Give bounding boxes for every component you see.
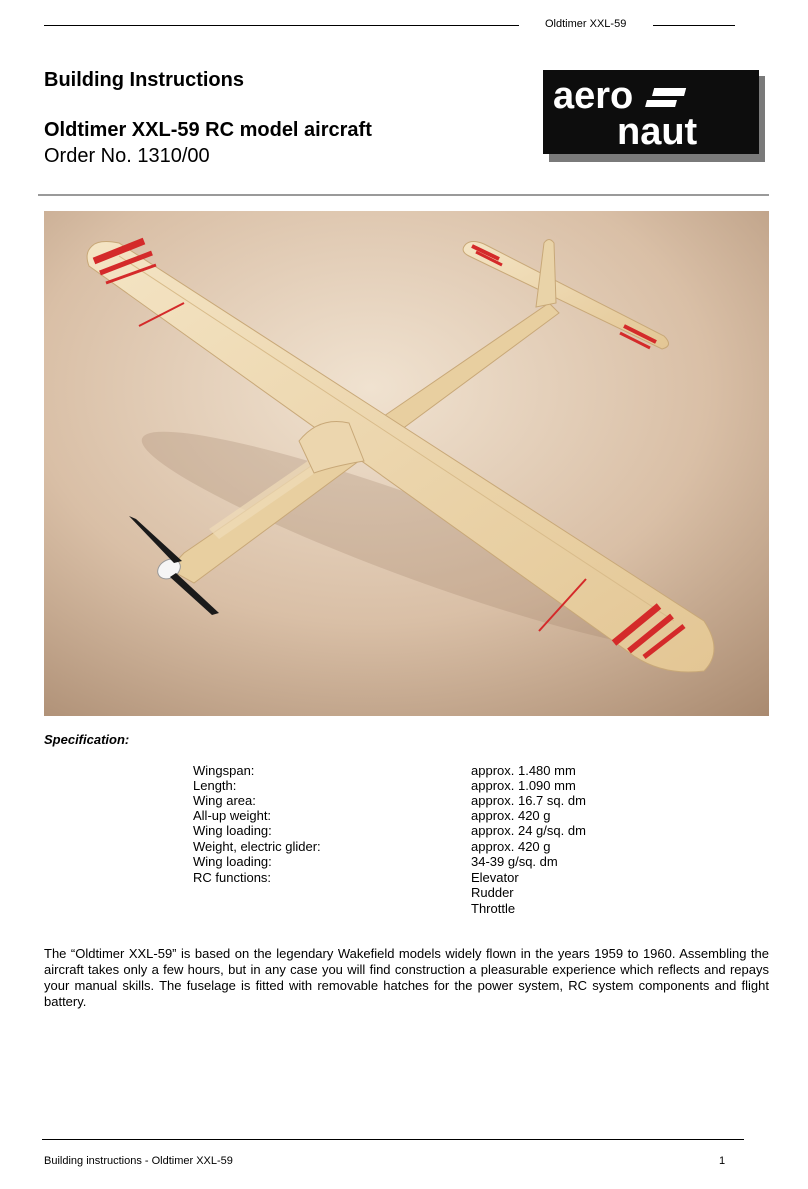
header-rule-right [653, 25, 735, 26]
spec-value-wing-loading: approx. 24 g/sq. dm [471, 823, 586, 838]
spec-value-wing-loading-electric: 34-39 g/sq. dm [471, 854, 558, 869]
footer-text: Building instructions - Oldtimer XXL-59 [44, 1155, 233, 1167]
spec-value-wing-area: approx. 16.7 sq. dm [471, 793, 586, 808]
aeronaut-logo [543, 70, 765, 162]
spec-value-rc-rudder: Rudder [471, 885, 514, 900]
spec-label-length: Length: [193, 778, 237, 793]
spec-label-all-up-weight: All-up weight: [193, 808, 272, 823]
logo-text-line1: aero [553, 75, 634, 117]
title-separator [38, 194, 769, 196]
spec-label-wingspan: Wingspan: [193, 763, 255, 778]
spec-value-wingspan: approx. 1.480 mm [471, 763, 576, 778]
spec-value-rc-throttle: Throttle [471, 901, 516, 916]
spec-label-wing-loading: Wing loading: [193, 823, 272, 838]
order-number: Order No. 1310/00 [44, 145, 210, 167]
spec-value-weight-electric-glider: approx. 420 g [471, 839, 551, 854]
spec-value-rc-elevator: Elevator [471, 870, 519, 885]
spec-value-length: approx. 1.090 mm [471, 778, 576, 793]
intro-paragraph: The “Oldtimer XXL-59” is based on the legendary Wakefield models widely flown in the years 1959 to 1960. Assembling the aircraft takes only a few hours, but in any case you will find construction a pleasurable experience which reflects and repays your manual skills. The fuselage is fitted with removable hatches for the power system, RC system components and flight battery. [44, 946, 769, 1009]
spec-value-all-up-weight: approx. 420 g [471, 808, 551, 823]
specification-heading: Specification: [44, 732, 130, 747]
spec-label-wing-area: Wing area: [193, 793, 256, 808]
document-title: Building Instructions [44, 69, 244, 91]
footer-rule [42, 1139, 744, 1140]
page-number: 1 [719, 1155, 726, 1167]
spec-label-weight-electric-glider: Weight, electric glider: [193, 839, 321, 854]
aircraft-photo [44, 211, 769, 716]
spec-label-rc-functions: RC functions: [193, 870, 272, 885]
logo-dash-lower [645, 100, 677, 107]
spec-label-wing-loading-electric: Wing loading: [193, 854, 272, 869]
header-rule-left [44, 25, 519, 26]
logo-dash-upper [652, 88, 686, 96]
header-running-title: Oldtimer XXL-59 [545, 18, 627, 30]
logo-text-line2: naut [617, 111, 698, 153]
document-subtitle: Oldtimer XXL-59 RC model aircraft [44, 119, 372, 141]
